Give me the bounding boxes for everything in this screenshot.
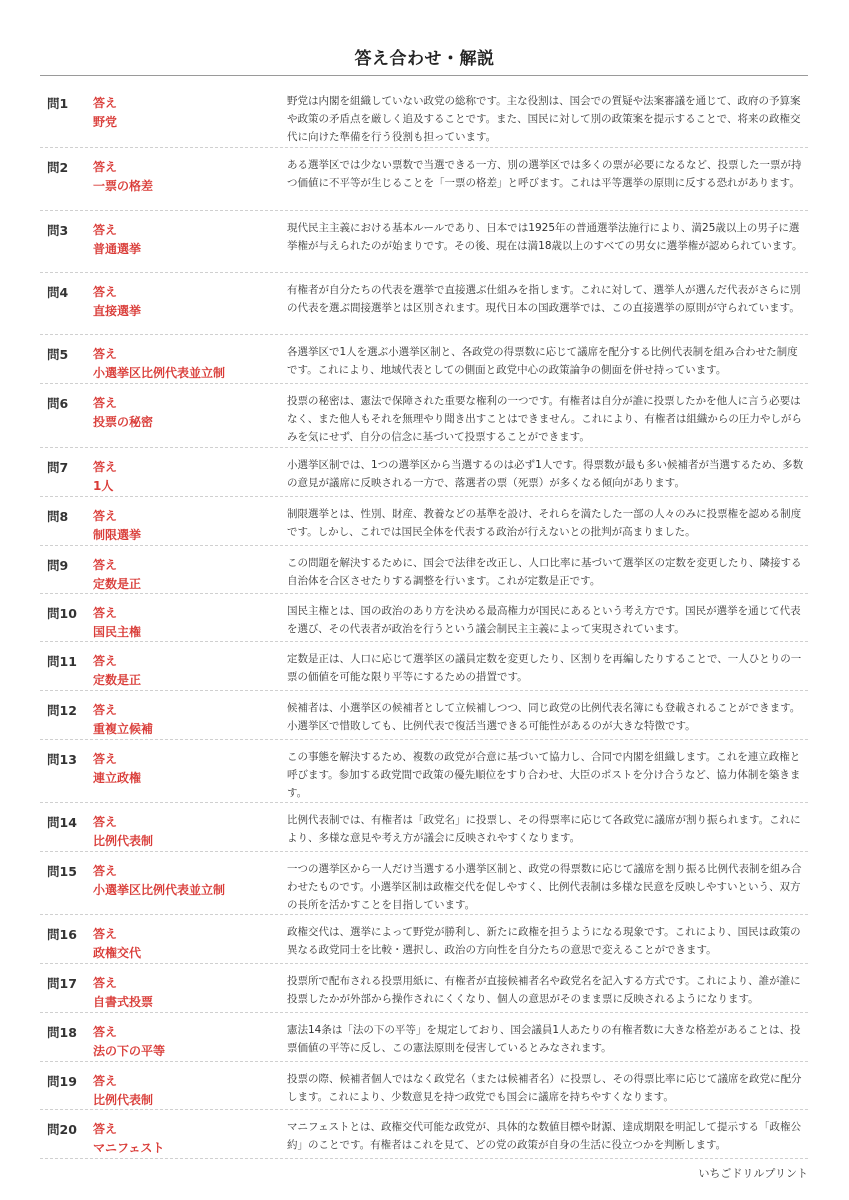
answer-row: [40, 497, 808, 546]
explanation-text: 投票の秘密は、憲法で保障された重要な権利の一つです。有権者は自分が誰に投票したかを他人に言う必要はなく、また他人もそれを無理やり聞き出すことはできません。これにより、有権者は組織からの圧力やしがらみを気にせず、自分の信念に基づいて投票することができます。: [287, 395, 802, 443]
answer-label: 答え: [93, 347, 118, 361]
question-number: 問5: [47, 347, 69, 362]
explanation-text: 憲法14条は「法の下の平等」を規定しており、国会議員1人あたりの有権者数に大きな格差があることは、投票価値の平等に反し、この憲法原則を侵害しているとみなされます。: [287, 1024, 801, 1054]
answer-row: [40, 448, 808, 497]
explanation-text: 一つの選挙区から一人だけ当選する小選挙区制と、政党の得票数に応じて議席を割り振る比例代表制を組み合わせたものです。小選挙区制は政権交代を促しやすく、比例代表制は多様な民意を反映しやすいという、双方の長所を活かすことを目指しています。: [287, 863, 802, 911]
answer-label: 答え: [93, 223, 118, 237]
answer-row: [40, 1013, 808, 1062]
answer-text: 普通選挙: [93, 242, 142, 256]
answer-label: 答え: [93, 285, 118, 299]
answer-text: マニフェスト: [93, 1141, 165, 1155]
question-number: 問16: [47, 927, 77, 942]
question-number: 問15: [47, 864, 77, 879]
title-divider: [40, 75, 808, 76]
answer-row: [40, 384, 808, 448]
answer-label: 答え: [93, 927, 118, 941]
explanation-text: 比例代表制では、有権者は「政党名」に投票し、その得票率に応じて各政党に議席が割り振られます。これにより、多様な意見や考え方が議会に反映されやすくなります。: [287, 814, 801, 844]
answer-text: 一票の格差: [93, 179, 154, 193]
answer-label: 答え: [93, 509, 118, 523]
question-number: 問4: [47, 285, 69, 300]
answer-text: 野党: [93, 115, 118, 129]
answer-label: 答え: [93, 976, 118, 990]
answer-label: 答え: [93, 606, 118, 620]
answer-text: 重複立候補: [93, 722, 154, 736]
explanation-text: この問題を解決するために、国会で法律を改正し、人口比率に基づいて選挙区の定数を変更したり、隣接する自治体を合区させたりする調整を行います。これが定数是正です。: [287, 557, 802, 587]
answer-row: [40, 740, 808, 803]
explanation-text: 投票の際、候補者個人ではなく政党名（または候補者名）に投票し、その得票比率に応じて議席を政党に配分します。これにより、少数意見を持つ政党でも国会に議席を持ちやすくなります。: [287, 1073, 802, 1103]
question-number: 問9: [47, 558, 69, 573]
answer-row: [40, 803, 808, 852]
explanation-text: 投票所で配布される投票用紙に、有権者が直接候補者名や政党名を記入する方式です。これにより、誰が誰に投票したかが外部から操作されにくくなり、個人の意思がそのまま票に反映されるようになります。: [287, 975, 801, 1005]
explanation-text: 野党は内閣を組織していない政党の総称です。主な役割は、国会での質疑や法案審議を通じて、政府の予算案や政策の矛盾点を厳しく追及することです。また、国民に対して別の政策案を提示することで、将来の政権交代に向けた準備を行う役割も担っています。: [287, 95, 801, 143]
answer-text: 政権交代: [93, 946, 142, 960]
answer-row: [40, 211, 808, 273]
answer-row: [40, 964, 808, 1013]
answer-text: 小選挙区比例代表並立制: [93, 366, 226, 380]
answer-row: [40, 148, 808, 211]
answer-list: [40, 84, 808, 1159]
question-number: 問8: [47, 509, 69, 524]
answer-row: [40, 691, 808, 740]
answer-row: [40, 1062, 808, 1110]
explanation-text: ある選挙区では少ない票数で当選できる一方、別の選挙区では多くの票が必要になるなど、投票した一票が持つ価値に不平等が生じることを「一票の格差」と呼びます。これは平等選挙の原則に反する恐れがあります。: [287, 159, 802, 189]
question-number: 問10: [47, 606, 77, 621]
question-number: 問2: [47, 160, 69, 175]
answer-label: 答え: [93, 815, 118, 829]
page-title: 答え合わせ・解説: [354, 49, 495, 69]
question-number: 問14: [47, 815, 77, 830]
explanation-text: 定数是正は、人口に応じて選挙区の議員定数を変更したり、区割りを再編したりすることで、一人ひとりの一票の価値を可能な限り平等にするための措置です。: [287, 653, 802, 683]
answer-row: [40, 915, 808, 964]
question-number: 問3: [47, 223, 69, 238]
answer-row: [40, 335, 808, 384]
explanation-text: 政権交代は、選挙によって野党が勝利し、新たに政権を担うようになる現象です。これにより、国民は政策の異なる政党同士を比較・選択し、政治の方向性を自分たちの意思で変えることができます。: [287, 926, 801, 956]
answer-label: 答え: [93, 1025, 118, 1039]
answer-text: 定数是正: [93, 673, 142, 687]
question-number: 問1: [47, 96, 69, 111]
explanation-text: 各選挙区で1人を選ぶ小選挙区制と、各政党の得票数に応じて議席を配分する比例代表制を組み合わせた制度です。これにより、地域代表としての側面と政党中心の政策論争の側面を併せ持っています。: [287, 346, 798, 376]
answer-label: 答え: [93, 654, 118, 668]
answer-row: [40, 84, 808, 148]
answer-row: [40, 594, 808, 642]
answer-row: [40, 546, 808, 594]
answer-label: 答え: [93, 460, 118, 474]
answer-label: 答え: [93, 160, 118, 174]
question-number: 問20: [47, 1122, 77, 1137]
answer-text: 小選挙区比例代表並立制: [93, 883, 226, 897]
question-number: 問13: [47, 752, 77, 767]
footer-brand: いちごドリルプリント: [698, 1167, 808, 1180]
answer-label: 答え: [93, 396, 118, 410]
answer-text: 制限選挙: [93, 528, 142, 542]
answer-text: 直接選挙: [93, 304, 142, 318]
question-number: 問19: [47, 1074, 77, 1089]
answer-label: 答え: [93, 558, 118, 572]
answer-label: 答え: [93, 703, 118, 717]
answer-label: 答え: [93, 1074, 118, 1088]
explanation-text: 現代民主主義における基本ルールであり、日本では1925年の普通選挙法施行により、満25歳以上の男子に選挙権が与えられたのが始まりです。その後、現在は満18歳以上のすべての男女に選挙権が認められています。: [287, 222, 803, 252]
explanation-text: 制限選挙とは、性別、財産、教養などの基準を設け、それらを満たした一部の人々のみに投票権を認める制度です。しかし、これでは国民全体を代表する政治が行えないとの批判が高まりました。: [287, 508, 802, 538]
answer-row: [40, 852, 808, 915]
question-number: 問12: [47, 703, 77, 718]
answer-label: 答え: [93, 864, 118, 878]
explanation-text: 有権者が自分たちの代表を選挙で直接選ぶ仕組みを指します。これに対して、選挙人が選んだ代表がさらに別の代表を選ぶ間接選挙とは区別されます。現代日本の国政選挙では、この直接選挙の原則が守られています。: [287, 284, 801, 314]
question-number: 問17: [47, 976, 77, 991]
answer-text: 定数是正: [93, 577, 142, 591]
answer-text: 1人: [93, 479, 114, 493]
answer-row: [40, 273, 808, 335]
answer-text: 投票の秘密: [93, 415, 154, 429]
answer-text: 連立政権: [93, 771, 142, 785]
explanation-text: マニフェストとは、政権交代可能な政党が、具体的な数値目標や財源、達成期限を明記して提示する「政権公約」のことです。有権者はこれを見て、どの党の政策が自身の生活に役立つかを判断します。: [287, 1121, 801, 1151]
answer-label: 答え: [93, 1122, 118, 1136]
answer-label: 答え: [93, 96, 118, 110]
answer-text: 比例代表制: [93, 1093, 154, 1107]
answer-text: 国民主権: [93, 625, 142, 639]
question-number: 問7: [47, 460, 69, 475]
answer-text: 自書式投票: [93, 995, 154, 1009]
explanation-text: この事態を解決するため、複数の政党が合意に基づいて協力し、合同で内閣を組織します。これを連立政権と呼びます。参加する政党間で政策の優先順位をすり合わせ、大臣のポストを分け合うなど、協力体制を築きます。: [287, 751, 801, 799]
question-number: 問11: [47, 654, 77, 669]
question-number: 問18: [47, 1025, 77, 1040]
answer-row: [40, 1110, 808, 1159]
question-number: 問6: [47, 396, 69, 411]
explanation-text: 候補者は、小選挙区の候補者として立候補しつつ、同じ政党の比例代表名簿にも登載されることができます。小選挙区で惜敗しても、比例代表で復活当選できる可能性があるのが大きな特徴です。: [287, 702, 801, 732]
explanation-text: 小選挙区制では、1つの選挙区から当選するのは必ず1人です。得票数が最も多い候補者が当選するため、多数の意見が議席に反映される一方で、落選者の票（死票）が多くなる傾向があります。: [287, 459, 804, 489]
answer-text: 比例代表制: [93, 834, 154, 848]
answer-text: 法の下の平等: [93, 1044, 166, 1058]
explanation-text: 国民主権とは、国の政治のあり方を決める最高権力が国民にあるという考え方です。国民が選挙を通じて代表を選び、その代表者が政治を行うという議会制民主主義によって実現されています。: [287, 605, 801, 635]
answer-row: [40, 642, 808, 691]
answer-label: 答え: [93, 752, 118, 766]
